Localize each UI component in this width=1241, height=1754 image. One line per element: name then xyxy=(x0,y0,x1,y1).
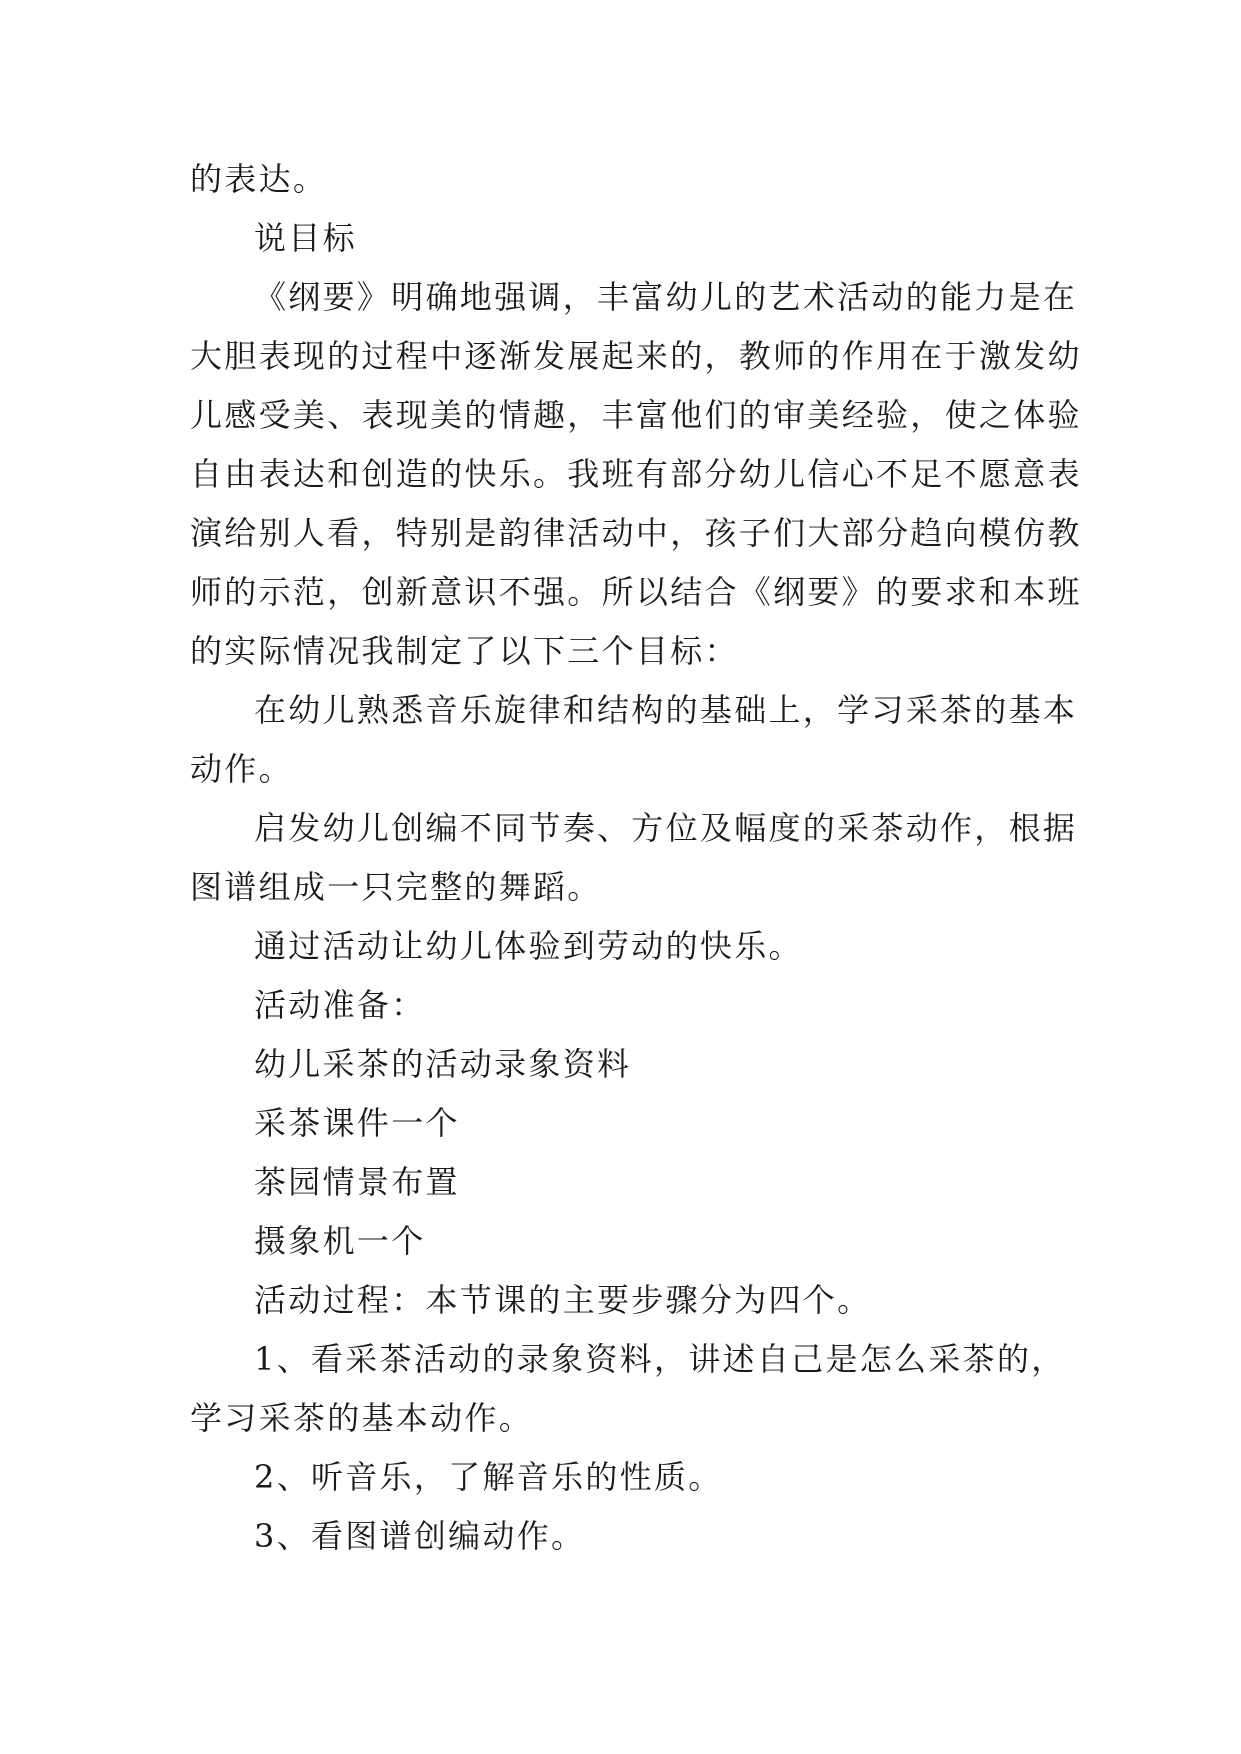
paragraph xyxy=(190,150,1054,209)
paragraph xyxy=(190,976,1054,1035)
text-line: 活动准备： xyxy=(254,986,426,1024)
paragraph xyxy=(190,799,1078,917)
text-line: 2、听音乐，了解音乐的性质。 xyxy=(254,1458,723,1496)
paragraph xyxy=(190,1507,1054,1566)
text-line: 的表达。 xyxy=(190,160,328,198)
paragraph xyxy=(190,1153,1054,1212)
text-line: 在幼儿熟悉音乐旋律和结构的基础上，学习采茶的基本 xyxy=(254,691,1078,729)
text-line: 说目标 xyxy=(254,219,357,257)
text-line: 采茶课件一个 xyxy=(254,1104,460,1142)
document-page xyxy=(190,150,1082,1566)
text-line: 茶园情景布置 xyxy=(254,1163,460,1201)
text-line: 通过活动让幼儿体验到劳动的快乐。 xyxy=(254,927,803,965)
text-line: 学习采茶的基本动作。 xyxy=(190,1399,534,1437)
text-line: 启发幼儿创编不同节奏、方位及幅度的采茶动作，根据 xyxy=(254,809,1078,847)
text-line: 大胆表现的过程中逐渐发展起来的，教师的作用在于激发幼 xyxy=(190,337,1082,375)
paragraph xyxy=(190,681,1078,799)
text-line: 摄象机一个 xyxy=(254,1222,426,1260)
text-line: 自由表达和创造的快乐。我班有部分幼儿信心不足不愿意表 xyxy=(190,455,1082,493)
text-line: 演给别人看，特别是韵律活动中，孩子们大部分趋向模仿教 xyxy=(190,514,1082,552)
paragraph xyxy=(190,917,1054,976)
text-line: 的实际情况我制定了以下三个目标： xyxy=(190,632,739,670)
paragraph xyxy=(190,1094,1054,1153)
paragraph xyxy=(190,209,1054,268)
text-line: 动作。 xyxy=(190,750,293,788)
text-line: 图谱组成一只完整的舞蹈。 xyxy=(190,868,602,906)
paragraph xyxy=(190,1035,1054,1094)
text-line: 活动过程：本节课的主要步骤分为四个。 xyxy=(254,1281,872,1319)
paragraph xyxy=(190,1212,1054,1271)
paragraph xyxy=(190,1330,1066,1448)
paragraph xyxy=(190,268,1082,681)
paragraph xyxy=(190,1271,1054,1330)
text-line: 师的示范，创新意识不强。所以结合《纲要》的要求和本班 xyxy=(190,573,1082,611)
text-line: 1、看采茶活动的录象资料，讲述自己是怎么采茶的， xyxy=(254,1340,1066,1378)
text-line: 《纲要》明确地强调，丰富幼儿的艺术活动的能力是在 xyxy=(254,278,1078,316)
text-line: 儿感受美、表现美的情趣，丰富他们的审美经验，使之体验 xyxy=(190,396,1082,434)
paragraph xyxy=(190,1448,1054,1507)
text-line: 3、看图谱创编动作。 xyxy=(254,1517,586,1555)
text-line: 幼儿采茶的活动录象资料 xyxy=(254,1045,632,1083)
